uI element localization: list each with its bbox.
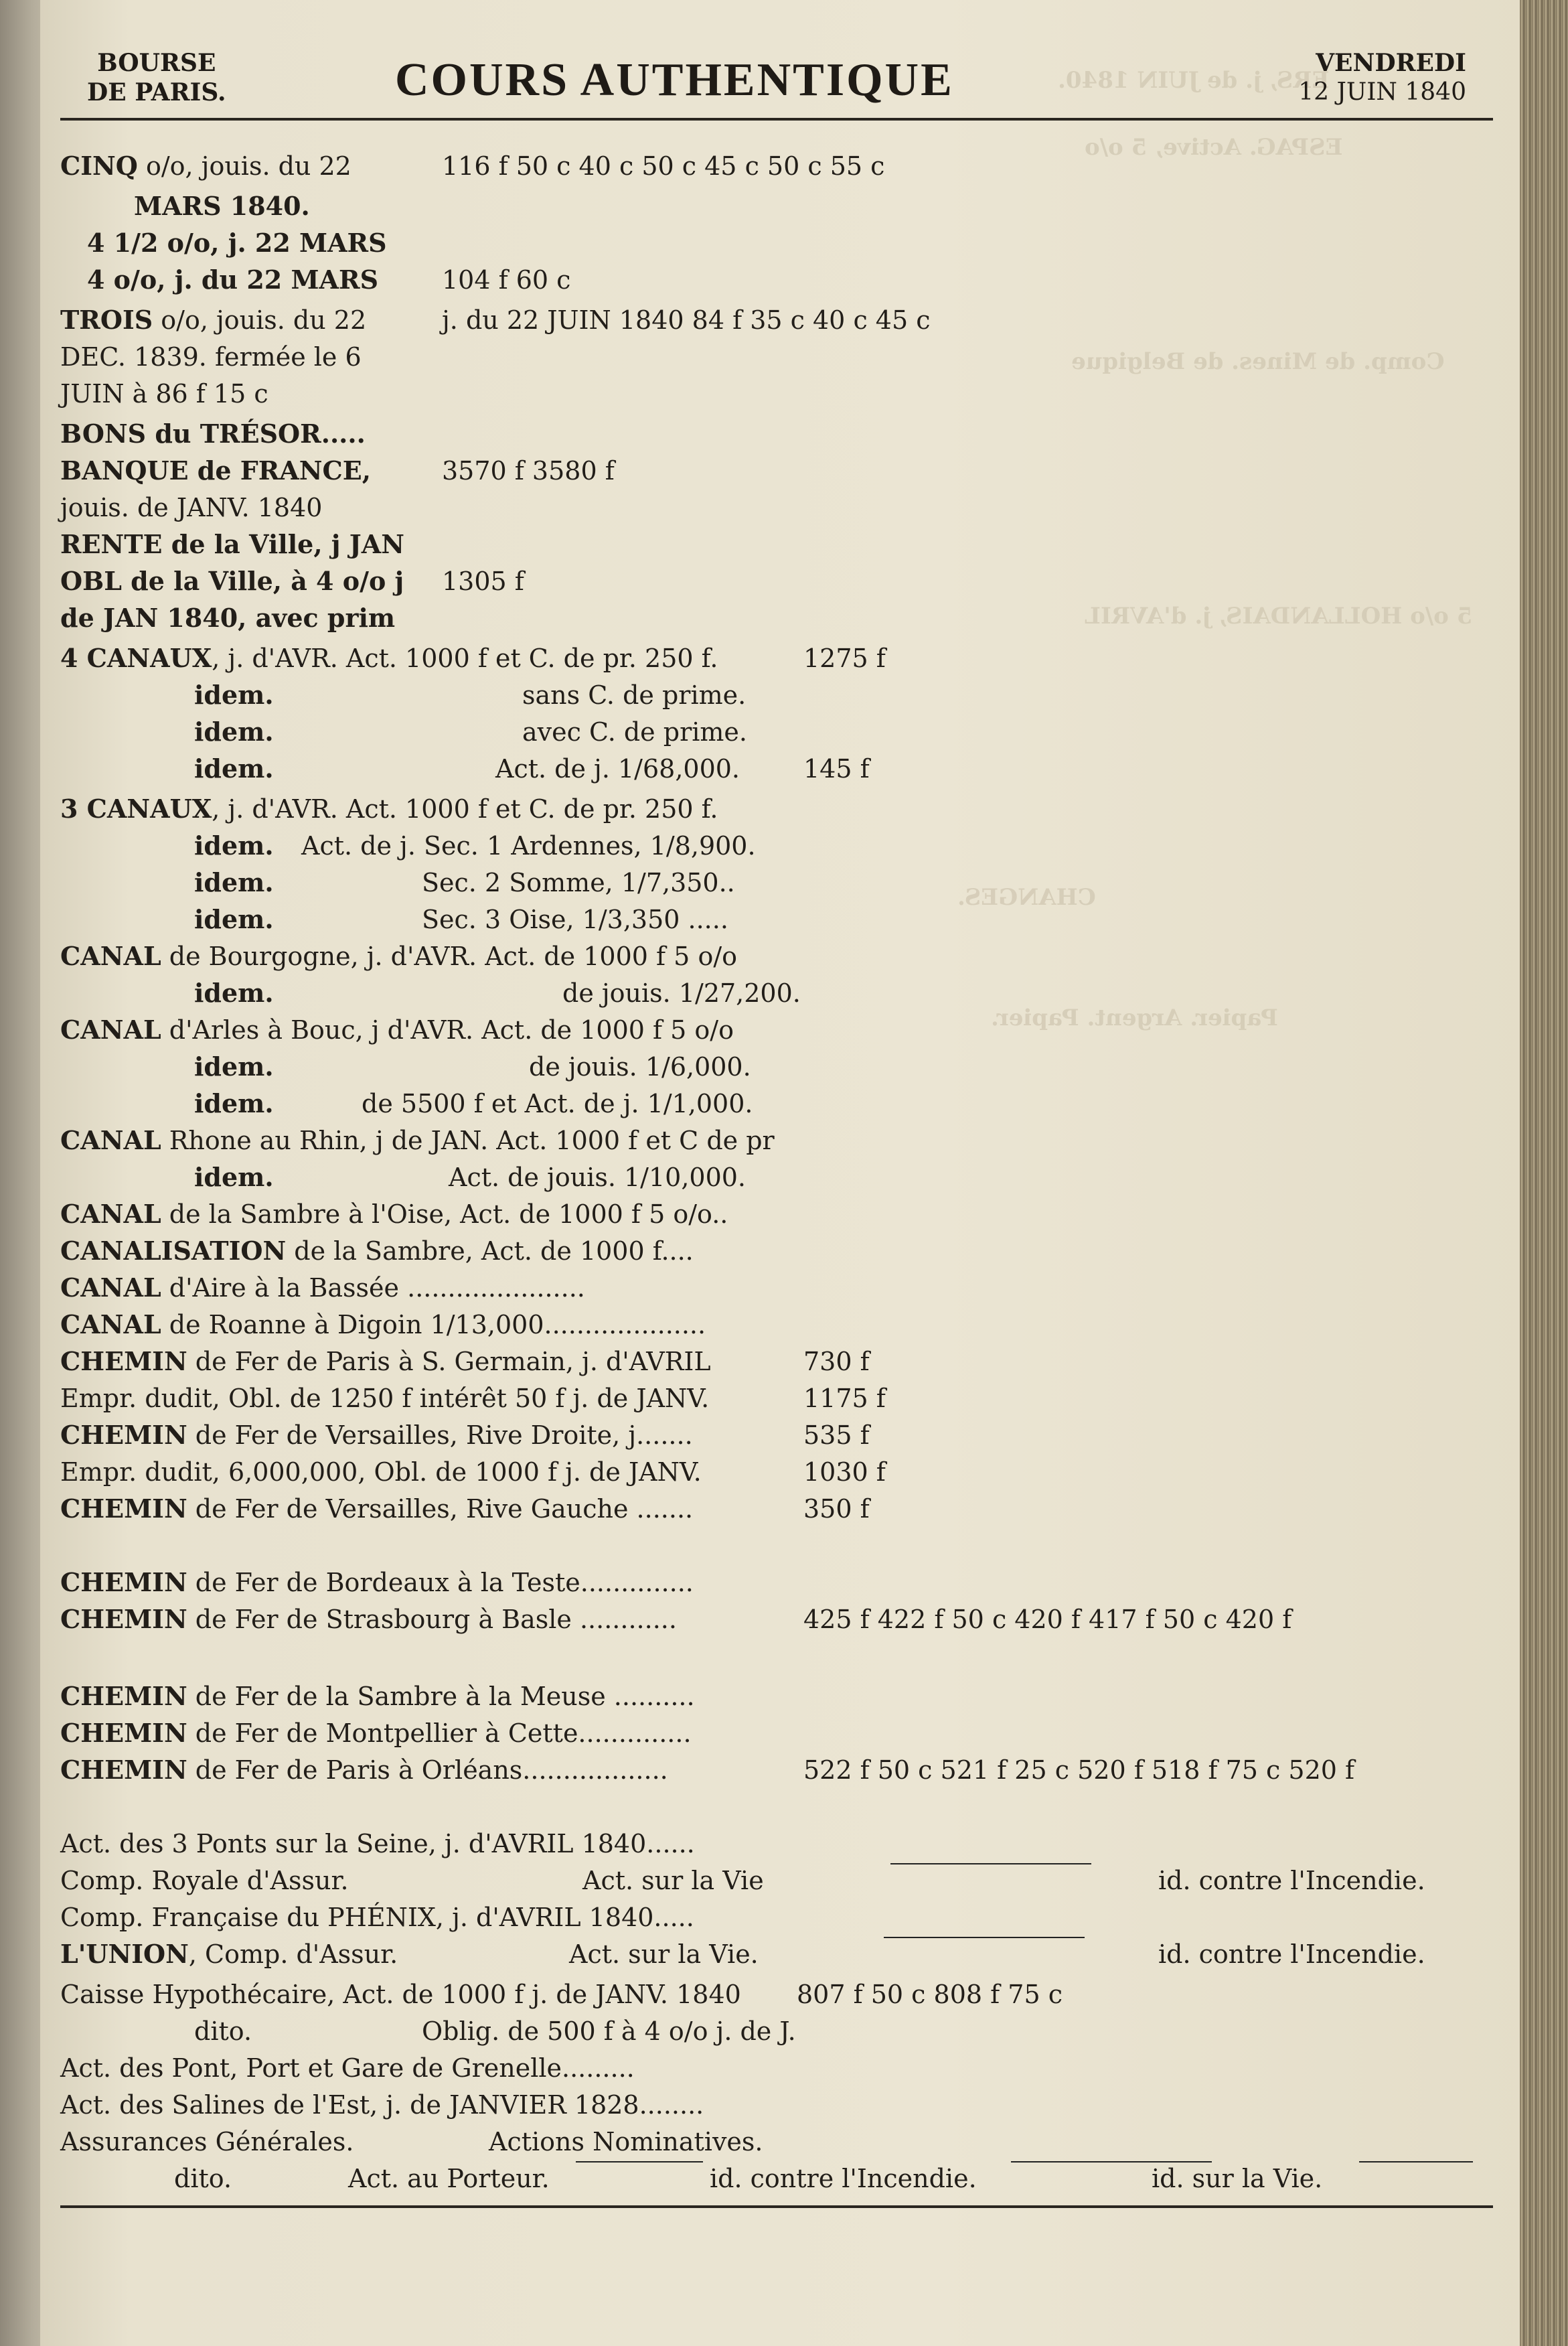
security-terms: id. contre l'Incendie.: [1158, 1866, 1425, 1895]
price-quotes: 535 f: [803, 1420, 870, 1450]
idem-label: idem.: [194, 830, 274, 861]
security-name: CANAL: [60, 941, 161, 971]
blank-quote-line: [890, 1863, 1091, 1864]
security-terms: Empr. dudit, 6,000,000, Obl. de 1000 f j. de JANV.: [60, 1457, 702, 1487]
security-name: Assurances Générales.: [60, 2127, 354, 2156]
table-row: [60, 1013, 1493, 1047]
security-name: RENTE: [60, 529, 163, 559]
security-name: CHEMIN: [60, 1681, 187, 1711]
bleed-through: Comp. de Mines. de Belgique: [1071, 348, 1445, 375]
idem-label: dito.: [194, 2017, 252, 2046]
security-name: CINQ: [60, 151, 138, 181]
price-quotes: 3570 f 3580 f: [442, 456, 615, 486]
security-terms: Act. des Salines de l'Est, j. de JANVIER 1828........: [60, 2090, 704, 2120]
security-terms: de jouis. 1/27,200.: [562, 978, 801, 1008]
security-terms: Sec. 2 Somme, 1/7,350..: [422, 868, 735, 897]
table-row: [60, 1197, 1493, 1232]
idem-label: idem.: [194, 867, 274, 897]
security-name: L'UNION: [60, 1939, 189, 1969]
bleed-through: CHANGES.: [957, 884, 1096, 911]
price-quotes: 350 f: [803, 1494, 870, 1524]
security-name: CANALISATION: [60, 1236, 287, 1266]
exchange-name: [87, 48, 226, 107]
security-name: 3 CANAUX: [60, 794, 212, 824]
table-row: [60, 226, 1493, 261]
table-row: [60, 1716, 1493, 1751]
security-terms: de Fer de Montpellier à Cette..............: [187, 1718, 692, 1748]
security-terms: o/o, jouis. du 22: [137, 151, 351, 181]
security-terms: de la Ville, j JAN: [162, 529, 404, 559]
security-terms: , j. d'AVR. Act. 1000 f et C. de pr. 250 f.: [212, 644, 718, 673]
security-terms: de Fer de Versailles, Rive Gauche .......: [187, 1494, 694, 1524]
table-row: [60, 1123, 1493, 1158]
security-terms: sans C. de prime.: [522, 680, 747, 710]
exchange-line1: BOURSE: [97, 49, 216, 77]
security-terms: Act. au Porteur.: [348, 2164, 550, 2193]
security-terms: de Fer de Paris à Orléans..................: [187, 1755, 668, 1785]
table-row: [60, 376, 1493, 411]
table-row: [60, 1937, 1493, 1972]
security-terms: Rhone au Rhin, j de JAN. Act. 1000 f et C de pr: [161, 1126, 775, 1155]
table-row: [60, 1679, 1493, 1714]
security-terms: DEC. 1839. fermée le 6: [60, 342, 362, 372]
security-terms: d'Aire à la Bassée ......................: [161, 1273, 585, 1303]
security-terms: Act. des Pont, Port et Gare de Grenelle.........: [60, 2053, 635, 2083]
table-row: [60, 2124, 1493, 2159]
table-row: [60, 2051, 1493, 2085]
security-terms: Sec. 3 Oise, 1/3,350 .....: [422, 905, 728, 934]
table-row: [60, 1826, 1493, 1861]
price-quotes: 1030 f: [803, 1457, 886, 1487]
security-name: CANAL: [60, 1309, 161, 1339]
security-terms: Act. de j. Sec. 1 Ardennes, 1/8,900.: [301, 831, 756, 861]
security-terms: MARS 1840.: [134, 191, 310, 221]
security-name: 4 1/2 o/o, j. 22 MARS: [87, 228, 387, 258]
idem-label: dito.: [174, 2164, 232, 2193]
table-row: [60, 939, 1493, 974]
security-name: CANAL: [60, 1015, 161, 1045]
security-name: OBL: [60, 566, 122, 596]
security-name: BONS: [60, 419, 147, 449]
page-edges: [1520, 0, 1568, 2346]
table-row: [60, 865, 1493, 900]
table-row: [60, 453, 1493, 488]
date-block: [1252, 48, 1466, 107]
idem-label: idem.: [194, 1088, 274, 1118]
date: 12 JUIN 1840: [1298, 78, 1466, 106]
security-name: CHEMIN: [60, 1346, 187, 1376]
security-terms: de FRANCE,: [188, 455, 371, 486]
security-terms: Act. sur la Vie: [582, 1866, 764, 1895]
security-terms: Oblig. de 500 f à 4 o/o j. de J.: [422, 2017, 796, 2046]
security-terms: de jouis. 1/6,000.: [529, 1052, 751, 1082]
security-name: CANAL: [60, 1199, 161, 1229]
security-name: CHEMIN: [60, 1420, 187, 1450]
blank-quote-line: [884, 1937, 1085, 1938]
security-terms: JUIN à 86 f 15 c: [60, 379, 268, 409]
price-quotes: 104 f 60 c: [442, 265, 571, 295]
table-row: [60, 490, 1493, 525]
security-terms: de Bourgogne, j. d'AVR. Act. de 1000 f 5 o/o: [161, 942, 737, 971]
security-terms: id. sur la Vie.: [1152, 2164, 1323, 2193]
security-name: 4 CANAUX: [60, 643, 212, 673]
table-row: [60, 1863, 1493, 1898]
security-terms: avec C. de prime.: [522, 717, 747, 747]
security-terms: du TRÉSOR.....: [146, 419, 366, 449]
security-terms: id. contre l'Incendie.: [1158, 1939, 1425, 1969]
price-quotes: j. du 22 JUIN 1840 84 f 35 c 40 c 45 c: [442, 305, 931, 335]
security-terms: Caisse Hypothécaire, Act. de 1000 f j. de JANV. 1840: [60, 1980, 741, 2009]
table-row: [60, 1049, 1493, 1084]
security-name: CHEMIN: [60, 1567, 187, 1597]
security-terms: de la Sambre, Act. de 1000 f....: [286, 1236, 694, 1266]
security-terms: Act. des 3 Ponts sur la Seine, j. d'AVRIL 1840......: [60, 1829, 695, 1858]
idem-label: idem.: [194, 717, 274, 747]
security-terms: d'Arles à Bouc, j d'AVR. Act. de 1000 f 5 o/o: [161, 1015, 734, 1045]
price-quotes: 116 f 50 c 40 c 50 c 45 c 50 c 55 c: [442, 151, 885, 181]
price-quotes: 145 f: [803, 754, 870, 784]
security-name: Comp. Royale d'Assur.: [60, 1866, 349, 1895]
table-row: [60, 751, 1493, 786]
blank-quote-line: [576, 2161, 703, 2162]
table-row: [60, 715, 1493, 749]
idem-label: idem.: [194, 1051, 274, 1082]
security-terms: , j. d'AVR. Act. 1000 f et C. de pr. 250 f.: [212, 794, 718, 824]
table-row: [60, 1270, 1493, 1305]
table-row: [60, 1418, 1493, 1453]
table-row: [60, 2161, 1493, 2196]
security-name: CHEMIN: [60, 1755, 187, 1785]
table-row: [60, 1381, 1493, 1416]
bleed-through: Papier. Argent. Papier.: [991, 1005, 1278, 1031]
security-terms: Comp. Française du PHÉNIX, j. d'AVRIL 1840.....: [60, 1903, 694, 1932]
table-row: [60, 902, 1493, 937]
table-row: [60, 149, 1493, 184]
price-quotes: 1175 f: [803, 1384, 886, 1413]
price-quotes: 1275 f: [803, 644, 886, 673]
exchange-line2: DE PARIS.: [87, 78, 226, 106]
table-row: [60, 303, 1493, 338]
table-row: [60, 1753, 1493, 1787]
security-terms: de Fer de Paris à S. Germain, j. d'AVRIL: [187, 1347, 711, 1376]
price-quotes: 730 f: [803, 1347, 870, 1376]
idem-label: idem.: [194, 680, 274, 710]
page-title: COURS AUTHENTIQUE: [395, 54, 954, 106]
idem-label: idem.: [194, 904, 274, 934]
security-terms: Act. sur la Vie.: [569, 1939, 759, 1969]
table-row: [60, 564, 1493, 599]
security-name: 4 o/o, j. du 22 MARS: [87, 265, 379, 295]
security-terms: jouis. de JANV. 1840: [60, 493, 323, 522]
security-terms: Act. de j. 1/68,000.: [495, 754, 740, 784]
table-row: [60, 1455, 1493, 1489]
table-row: [60, 828, 1493, 863]
security-terms: Actions Nominatives.: [489, 2127, 763, 2156]
table-row: [60, 1307, 1493, 1342]
security-name: CHEMIN: [60, 1493, 187, 1524]
security-terms: de la Sambre à l'Oise, Act. de 1000 f 5 o/o..: [161, 1199, 728, 1229]
bleed-through: 5 o/o HOLLANDAIS, j. d'AVRIL: [1085, 603, 1473, 630]
security-name: CHEMIN: [60, 1604, 187, 1634]
table-row: [60, 189, 1493, 224]
table-row: [60, 1234, 1493, 1268]
header-rule: [60, 118, 1493, 121]
footer-rule: [60, 2205, 1493, 2208]
table-row: [60, 2087, 1493, 2122]
table-row: [60, 976, 1493, 1011]
security-terms: , Comp. d'Assur.: [188, 1939, 398, 1969]
security-terms: Empr. dudit, Obl. de 1250 f intérêt 50 f j. de JANV.: [60, 1384, 710, 1413]
security-name: TROIS: [60, 305, 153, 335]
security-terms: de Fer de Strasbourg à Basle ............: [187, 1605, 677, 1634]
table-row: [60, 792, 1493, 826]
table-row: [60, 417, 1493, 451]
security-terms: de JAN 1840, avec prim: [60, 603, 396, 633]
bleed-through: ERS, j. de JUIN 1840.: [1058, 67, 1330, 94]
security-name: CANAL: [60, 1272, 161, 1303]
table-row: [60, 1602, 1493, 1637]
table-row: [60, 641, 1493, 676]
security-terms: de Fer de la Sambre à la Meuse ..........: [187, 1682, 695, 1711]
price-quotes: 425 f 422 f 50 c 420 f 417 f 50 c 420 f: [803, 1605, 1292, 1634]
table-row: [60, 263, 1493, 297]
table-row: [60, 2014, 1493, 2049]
table-row: [60, 1086, 1493, 1121]
price-quotes: 522 f 50 c 521 f 25 c 520 f 518 f 75 c 520 f: [803, 1755, 1355, 1785]
table-row: [60, 678, 1493, 713]
idem-label: idem.: [194, 978, 274, 1008]
security-terms: de 5500 f et Act. de j. 1/1,000.: [362, 1089, 753, 1118]
idem-label: idem.: [194, 753, 274, 784]
idem-label: idem.: [194, 1162, 274, 1192]
security-name: CANAL: [60, 1125, 161, 1155]
table-row: [60, 601, 1493, 636]
security-terms: de la Ville, à 4 o/o j: [121, 566, 404, 596]
security-terms: Act. de jouis. 1/10,000.: [449, 1163, 747, 1192]
table-row: [60, 1491, 1493, 1526]
security-name: BANQUE: [60, 455, 189, 486]
table-row: [60, 1565, 1493, 1600]
security-terms: id. contre l'Incendie.: [710, 2164, 977, 2193]
blank-quote-line: [1359, 2161, 1473, 2162]
table-row: [60, 1900, 1493, 1935]
table-row: [60, 340, 1493, 374]
security-terms: de Fer de Versailles, Rive Droite, j.......: [187, 1420, 693, 1450]
security-terms: o/o, jouis. du 22: [153, 305, 367, 335]
security-terms: de Fer de Bordeaux à la Teste..............: [187, 1568, 694, 1597]
bleed-through: ESPAG. Active, 5 o/o: [1085, 134, 1343, 161]
weekday: VENDREDI: [1316, 49, 1466, 77]
security-name: CHEMIN: [60, 1718, 187, 1748]
price-quotes: 1305 f: [442, 567, 524, 596]
table-row: [60, 1160, 1493, 1195]
security-terms: de Roanne à Digoin 1/13,000....................: [161, 1310, 706, 1339]
table-row: [60, 1344, 1493, 1379]
table-row: [60, 1977, 1493, 2012]
table-row: [60, 527, 1493, 562]
price-quotes: 807 f 50 c 808 f 75 c: [797, 1980, 1063, 2009]
